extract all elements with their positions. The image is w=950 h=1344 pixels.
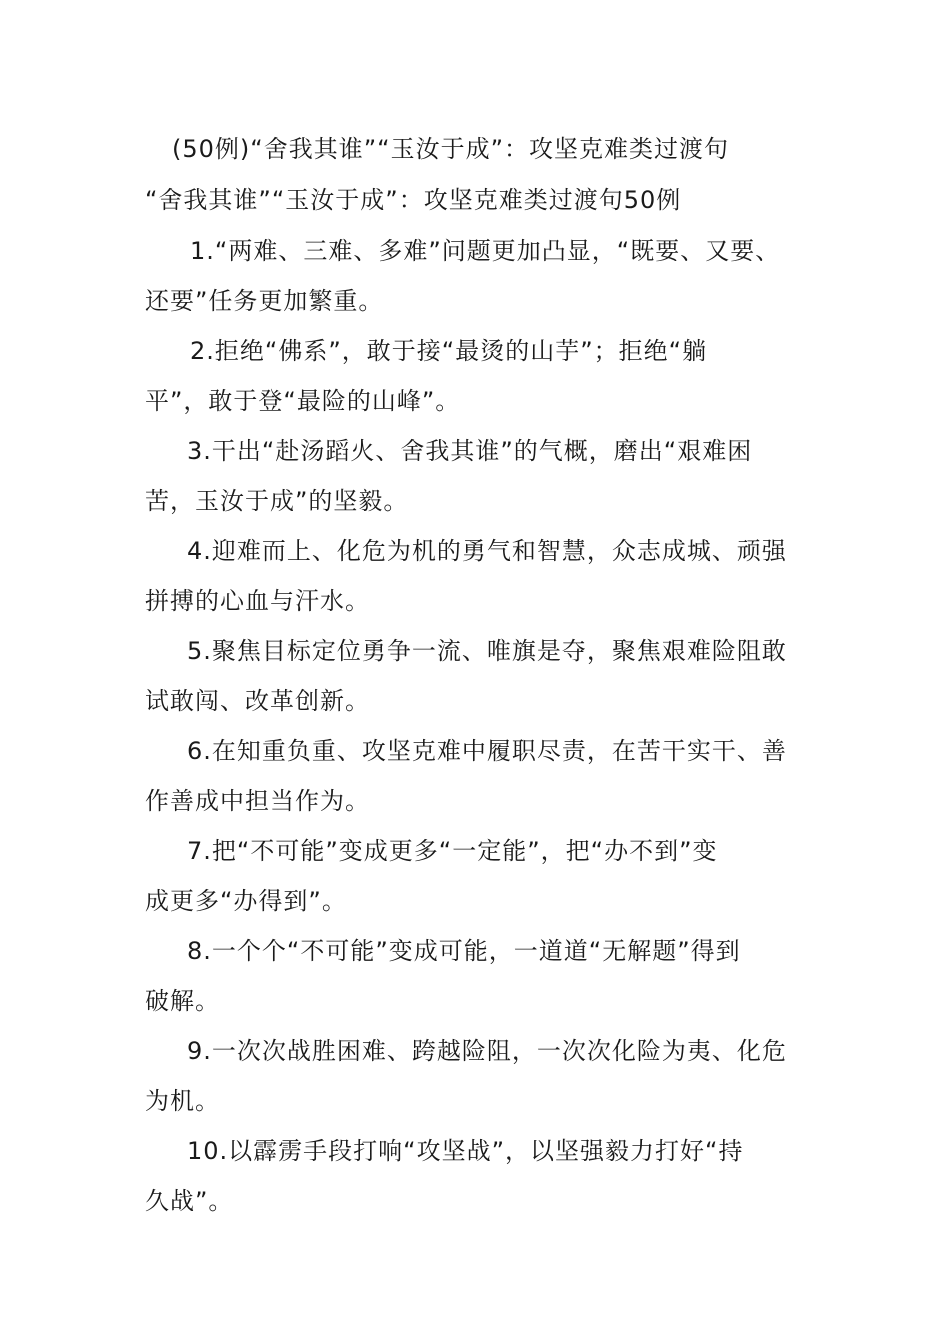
item-10-line-2: 久战”。 bbox=[145, 1187, 234, 1215]
item-4-line-2: 拼搏的心血与汗水。 bbox=[145, 587, 370, 615]
item-2-line-2: 平”，敢于登“最险的山峰”。 bbox=[145, 387, 461, 415]
item-5-line-2: 试敢闯、改革创新。 bbox=[145, 687, 370, 715]
item-10-line-1: 10.以霹雳手段打响“攻坚战”，以坚强毅力打好“持 bbox=[187, 1137, 744, 1165]
item-7-line-1: 7.把“不可能”变成更多“一定能”，把“办不到”变 bbox=[187, 837, 718, 865]
item-4-line-1: 4.迎难而上、化危为机的勇气和智慧，众志成城、顽强 bbox=[187, 537, 787, 565]
item-6-line-2: 作善成中担当作为。 bbox=[145, 787, 370, 815]
item-3-line-1: 3.干出“赴汤蹈火、舍我其谁”的气概，磨出“艰难困 bbox=[187, 437, 753, 465]
item-5-line-1: 5.聚焦目标定位勇争一流、唯旗是夺，聚焦艰难险阻敢 bbox=[187, 637, 787, 665]
item-9-line-1: 9.一次次战胜困难、跨越险阻，一次次化险为夷、化危 bbox=[187, 1037, 787, 1065]
item-3-line-2: 苦，玉汝于成”的坚毅。 bbox=[145, 487, 409, 515]
item-8-line-2: 破解。 bbox=[145, 987, 220, 1015]
document-subtitle: “舍我其谁”“玉汝于成”：攻坚克难类过渡句50例 bbox=[145, 186, 682, 214]
item-9-line-2: 为机。 bbox=[145, 1087, 220, 1115]
document-title: (50例)“舍我其谁”“玉汝于成”：攻坚克难类过渡句 bbox=[172, 135, 729, 163]
item-8-line-1: 8.一个个“不可能”变成可能，一道道“无解题”得到 bbox=[187, 937, 741, 965]
item-1-line-1: 1.“两难、三难、多难”问题更加凸显，“既要、又要、 bbox=[190, 237, 781, 265]
item-1-line-2: 还要”任务更加繁重。 bbox=[145, 287, 384, 315]
item-6-line-1: 6.在知重负重、攻坚克难中履职尽责，在苦干实干、善 bbox=[187, 737, 787, 765]
item-2-line-1: 2.拒绝“佛系”，敢于接“最烫的山芋”；拒绝“躺 bbox=[190, 337, 708, 365]
item-7-line-2: 成更多“办得到”。 bbox=[145, 887, 347, 915]
